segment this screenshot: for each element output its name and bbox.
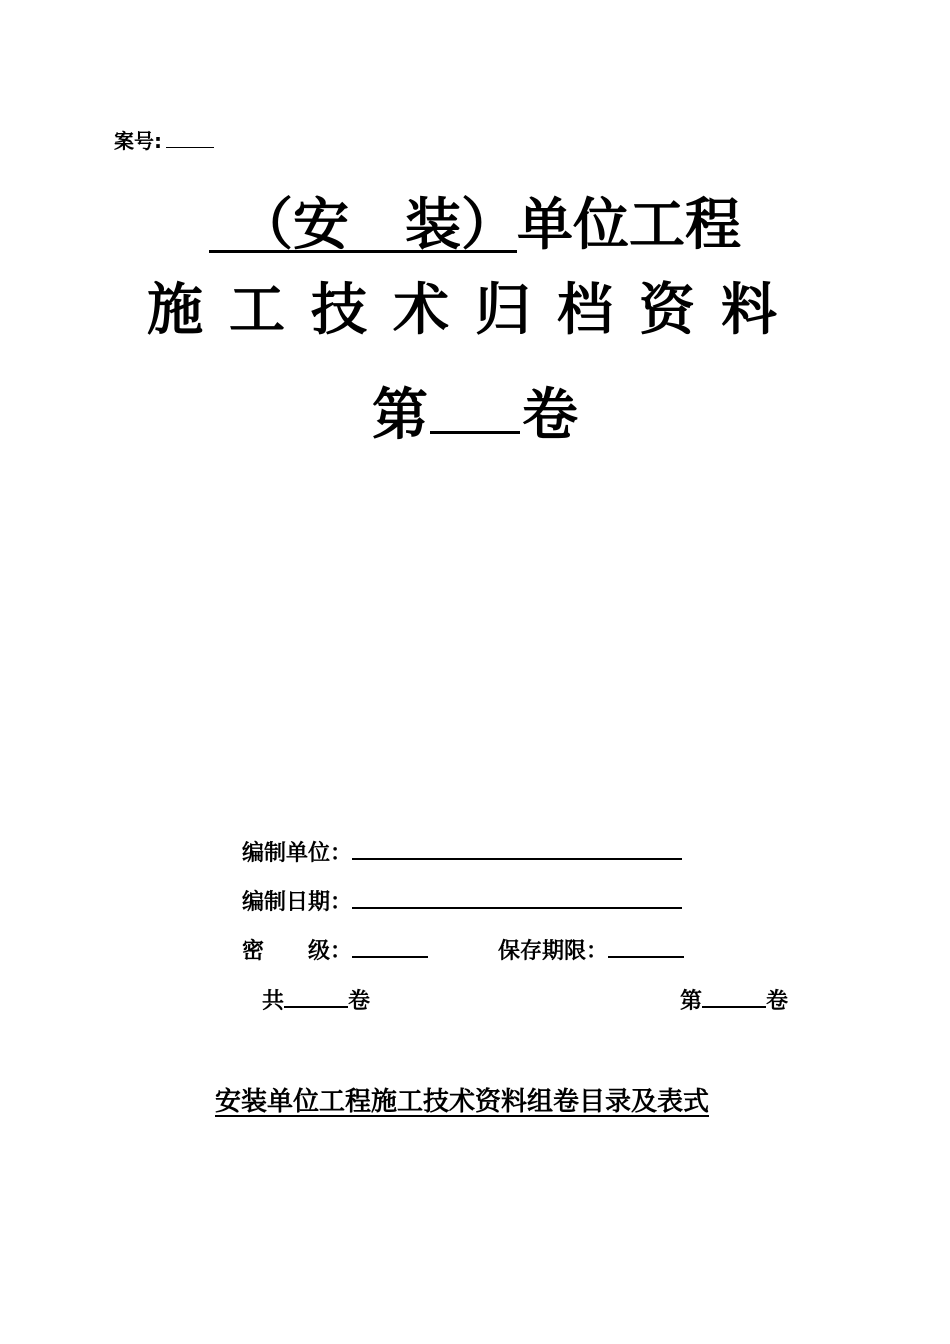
compile-unit-label: 编制单位： — [242, 841, 353, 866]
compile-date-label: 编制日期： — [242, 890, 353, 915]
secret-level-field — [352, 934, 428, 958]
archive-title: 施工技术归档资料 — [147, 278, 803, 343]
project-type-title — [0, 190, 950, 262]
total-volumes-suffix: 卷 — [348, 989, 371, 1014]
total-volumes-prefix: 共 — [262, 989, 285, 1014]
volume-title-prefix: 第 — [372, 383, 428, 448]
volume-number-row — [680, 984, 788, 1019]
compile-unit-row — [242, 836, 682, 871]
project-label: 单位工程 — [517, 193, 741, 258]
case-number-label: 案号: — [114, 129, 162, 153]
case-number-row — [114, 126, 214, 156]
volume-title — [0, 380, 950, 452]
volume-title-suffix: 卷 — [522, 383, 578, 448]
volume-number-suffix: 卷 — [766, 989, 789, 1014]
retention-label: 保存期限： — [498, 939, 609, 964]
retention-field — [608, 934, 684, 958]
volume-number-blank — [430, 381, 520, 434]
case-number-blank — [166, 129, 214, 148]
catalog-link[interactable]: 安装单位工程施工技术资料组卷目录及表式 — [215, 1087, 710, 1117]
secret-level-label: 密 级： — [242, 939, 353, 964]
total-volumes-row — [262, 984, 370, 1019]
retention-row — [498, 934, 684, 969]
project-type-blank: （安 装） — [265, 193, 517, 258]
total-volumes-field — [284, 984, 348, 1008]
compile-unit-field — [352, 836, 682, 860]
compile-date-row — [242, 885, 682, 920]
secret-level-row — [242, 934, 428, 969]
compile-date-field — [352, 885, 682, 909]
volume-number-field — [702, 984, 766, 1008]
volume-number-prefix: 第 — [680, 989, 703, 1014]
